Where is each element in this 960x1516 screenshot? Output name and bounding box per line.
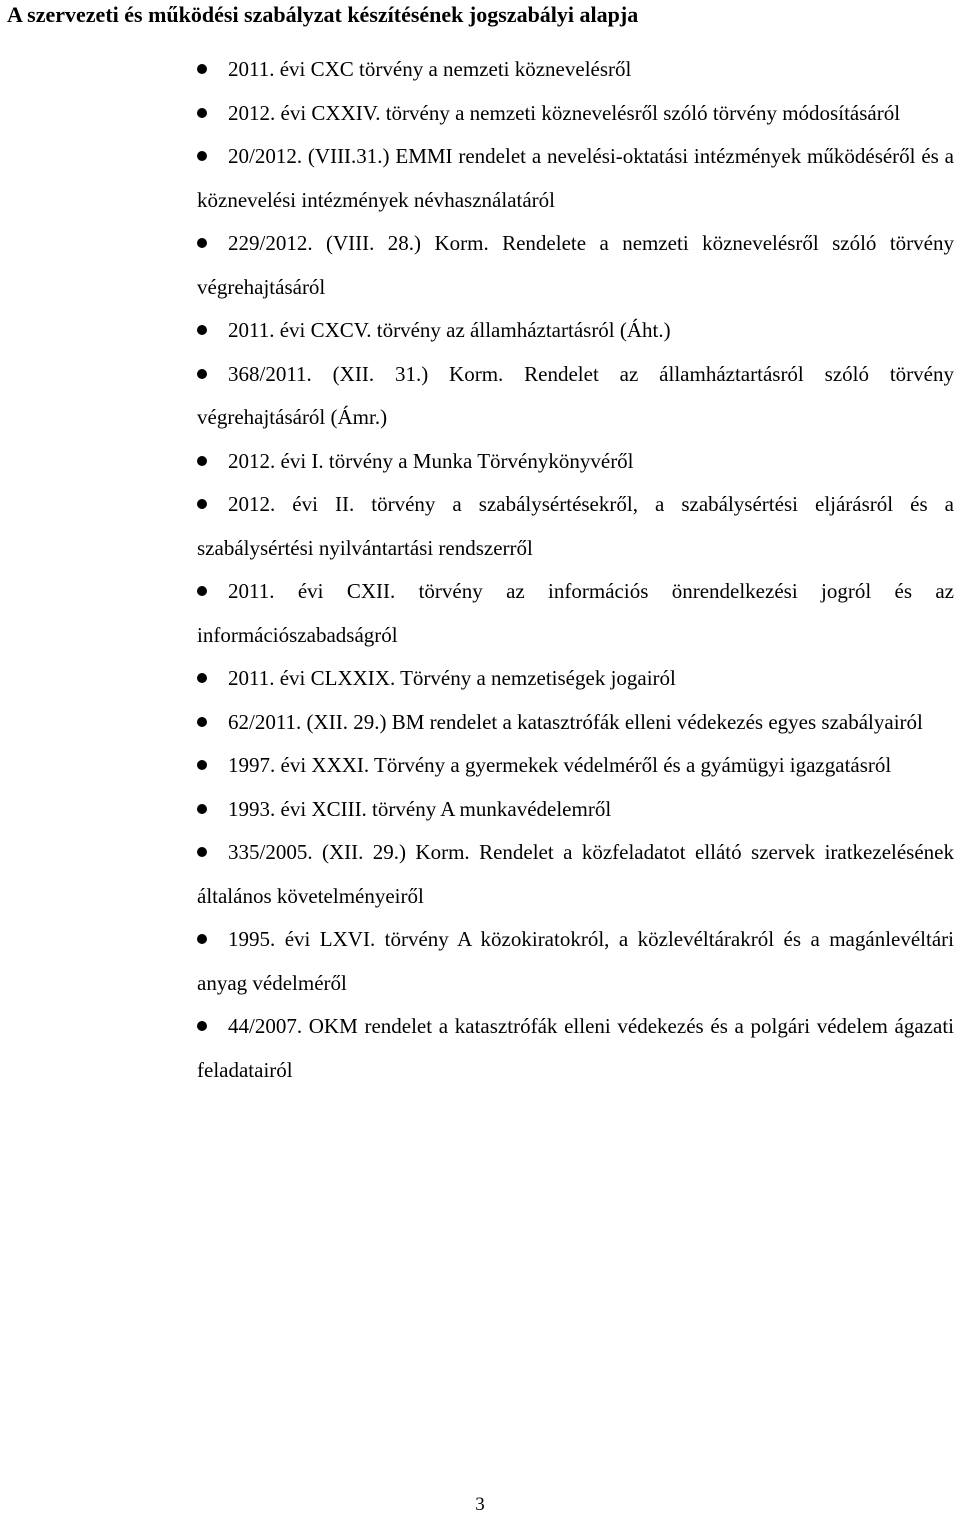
bullet-icon bbox=[197, 108, 207, 118]
bullet-icon bbox=[197, 586, 207, 596]
list-item bbox=[0, 831, 960, 918]
list-item-text: 20/2012. (VIII.31.) EMMI rendelet a nevelési-oktatási intézmények működéséről és a köznevelési intézmények névhasználatáról bbox=[197, 144, 954, 212]
list-item bbox=[0, 48, 960, 92]
bullet-icon bbox=[197, 499, 207, 509]
bullet-icon bbox=[197, 934, 207, 944]
list-item bbox=[0, 744, 960, 788]
list-item bbox=[0, 353, 960, 440]
list-item bbox=[0, 309, 960, 353]
list-item-text: 2011. évi CXCV. törvény az államháztartásról (Áht.) bbox=[228, 318, 671, 342]
list-item-text: 2011. évi CLXXIX. Törvény a nemzetiségek jogairól bbox=[228, 666, 676, 690]
list-item bbox=[0, 440, 960, 484]
list-item bbox=[0, 92, 960, 136]
list-item-text: 335/2005. (XII. 29.) Korm. Rendelet a közfeladatot ellátó szervek iratkezelésének általános követelményeiről bbox=[197, 840, 954, 908]
list-item-text: 2011. évi CXII. törvény az információs önrendelkezési jogról és az információszabadságról bbox=[197, 579, 954, 647]
bullet-icon bbox=[197, 804, 207, 814]
list-item bbox=[0, 701, 960, 745]
bullet-icon bbox=[197, 456, 207, 466]
list-item-text: 2012. évi I. törvény a Munka Törvénykönyvéről bbox=[228, 448, 634, 473]
bullet-icon bbox=[197, 673, 207, 683]
list-item-text: 229/2012. (VIII. 28.) Korm. Rendelete a nemzeti köznevelésről szóló törvény végrehajtásáról bbox=[197, 231, 954, 299]
bullet-icon bbox=[197, 238, 207, 248]
list-item bbox=[0, 135, 960, 222]
bullet-icon bbox=[197, 1021, 207, 1031]
list-item bbox=[0, 788, 960, 832]
list-item-text: 2011. évi CXC törvény a nemzeti köznevelésről bbox=[228, 57, 632, 81]
legislation-list bbox=[0, 48, 960, 1092]
list-item-text: 368/2011. (XII. 31.) Korm. Rendelet az államháztartásról szóló törvény végrehajtásáról (Ámr.) bbox=[197, 361, 954, 429]
bullet-icon bbox=[197, 325, 207, 335]
list-item bbox=[0, 222, 960, 309]
bullet-icon bbox=[197, 64, 207, 74]
bullet-icon bbox=[197, 369, 207, 379]
bullet-icon bbox=[197, 717, 207, 727]
list-item bbox=[0, 483, 960, 570]
list-item-text: 44/2007. OKM rendelet a katasztrófák elleni védekezés és a polgári védelem ágazati feladatairól bbox=[197, 1014, 954, 1082]
page-number: 3 bbox=[475, 1494, 485, 1515]
list-item-text: 1993. évi XCIII. törvény A munkavédelemről bbox=[228, 796, 612, 821]
document-heading: A szervezeti és működési szabályzat készítésének jogszabályi alapja bbox=[7, 2, 639, 27]
bullet-icon bbox=[197, 847, 207, 857]
list-item-text: 1997. évi XXXI. Törvény a gyermekek védelméről és a gyámügyi igazgatásról bbox=[228, 753, 892, 777]
bullet-icon bbox=[197, 760, 207, 770]
list-item bbox=[0, 657, 960, 701]
list-item-text: 2012. évi CXXIV. törvény a nemzeti köznevelésről szóló törvény módosításáról bbox=[228, 100, 901, 125]
bullet-icon bbox=[197, 151, 207, 161]
list-item-text: 62/2011. (XII. 29.) BM rendelet a katasztrófák elleni védekezés egyes szabályairól bbox=[228, 709, 923, 734]
list-item-text: 1995. évi LXVI. törvény A közokiratokról, a közlevéltárakról és a magánlevéltári anyag védelméről bbox=[197, 927, 954, 995]
list-item bbox=[0, 1005, 960, 1092]
list-item bbox=[0, 918, 960, 1005]
list-item bbox=[0, 570, 960, 657]
list-item-text: 2012. évi II. törvény a szabálysértésekről, a szabálysértési eljárásról és a szabálysértési nyilvántartási rendszerről bbox=[197, 492, 954, 560]
